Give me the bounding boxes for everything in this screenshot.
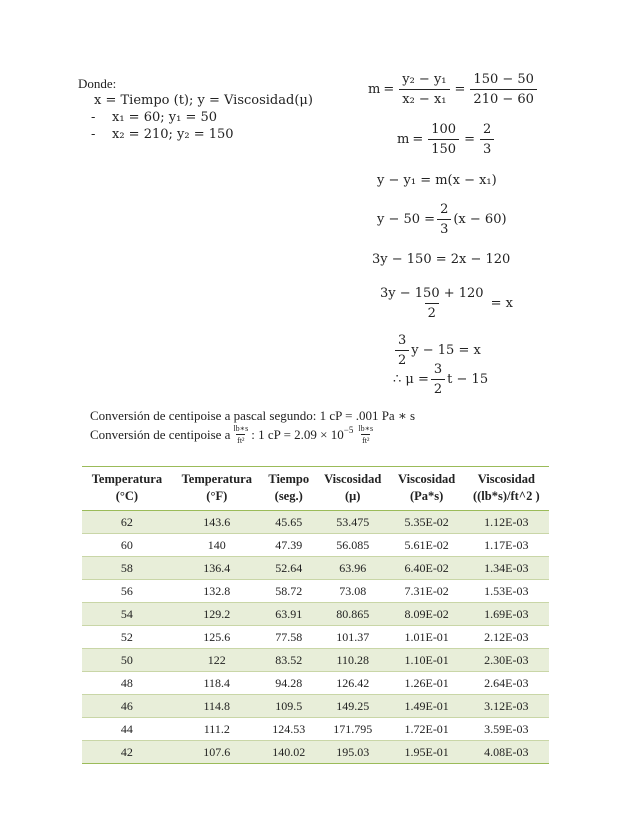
- point-two: x₂ = 210; y₂ = 150: [112, 127, 234, 142]
- table-row: [82, 649, 549, 672]
- slope-formula: [368, 72, 539, 107]
- cell-viscosity-mu: 73.08: [316, 580, 390, 603]
- cell-time: 47.39: [262, 534, 316, 557]
- table-row: [82, 511, 549, 534]
- unit-fraction: [357, 424, 374, 445]
- fraction-numerator: 100: [431, 122, 457, 137]
- cell-temp-f: 111.2: [172, 718, 262, 741]
- variable-definition: x = Tiempo (t); y = Viscosidad(μ): [94, 93, 313, 108]
- unit-numerator: lb∗s: [233, 424, 249, 433]
- conversion-prefix: Conversión de centipoise a: [90, 426, 231, 442]
- header-time: Tiempo (seg.): [262, 467, 316, 511]
- fraction-numerator: 150 − 50: [473, 72, 534, 87]
- final-viscosity-equation: [393, 362, 488, 397]
- table-row: [82, 534, 549, 557]
- cell-viscosity-pas: 1.72E-01: [390, 718, 464, 741]
- slope-symbol: m: [397, 132, 410, 147]
- equals-sign: =: [464, 132, 475, 147]
- cell-temp-c: 56: [82, 580, 172, 603]
- slope-final-fraction: [480, 122, 494, 157]
- multiplied-equation: 3y − 150 = 2x − 120: [372, 252, 511, 267]
- cell-viscosity-lbs: 1.69E-03: [464, 603, 549, 626]
- unit-fraction: [232, 424, 249, 445]
- cell-viscosity-lbs: 1.53E-03: [464, 580, 549, 603]
- cell-temp-f: 118.4: [172, 672, 262, 695]
- cell-viscosity-pas: 5.35E-02: [390, 511, 464, 534]
- cell-temp-c: 58: [82, 557, 172, 580]
- cell-temp-c: 62: [82, 511, 172, 534]
- solve-for-x-equation: [375, 286, 513, 321]
- table-row: [82, 672, 549, 695]
- fraction-numerator: 3y − 150 + 120: [380, 286, 484, 301]
- substituted-line-equation: [377, 202, 507, 237]
- fraction-numerator: 3: [398, 333, 407, 348]
- header-viscosity-pas: Viscosidad (Pa*s): [390, 467, 464, 511]
- cell-viscosity-pas: 8.09E-02: [390, 603, 464, 626]
- cell-time: 77.58: [262, 626, 316, 649]
- cell-time: 63.91: [262, 603, 316, 626]
- slope-substituted-fraction: [470, 72, 537, 107]
- cell-temp-c: 52: [82, 626, 172, 649]
- cell-viscosity-mu: 110.28: [316, 649, 390, 672]
- cell-viscosity-pas: 1.01E-01: [390, 626, 464, 649]
- cell-time: 94.28: [262, 672, 316, 695]
- fraction-denominator: 150: [428, 139, 459, 157]
- cell-temp-f: 122: [172, 649, 262, 672]
- fraction-denominator: 2: [425, 303, 439, 321]
- cell-viscosity-mu: 149.25: [316, 695, 390, 718]
- cell-viscosity-pas: 1.10E-01: [390, 649, 464, 672]
- cell-temp-f: 107.6: [172, 741, 262, 764]
- cell-temp-f: 140: [172, 534, 262, 557]
- table-row: [82, 557, 549, 580]
- fraction-denominator: 2: [395, 350, 409, 368]
- equals-sign: =: [412, 132, 424, 147]
- header-viscosity-lbs: Viscosidad ((lb*s)/ft^2 ): [464, 467, 549, 511]
- cell-viscosity-lbs: 4.08E-03: [464, 741, 549, 764]
- cell-temp-f: 125.6: [172, 626, 262, 649]
- cell-viscosity-lbs: 1.34E-03: [464, 557, 549, 580]
- cell-time: 45.65: [262, 511, 316, 534]
- table-row: [82, 695, 549, 718]
- bullet-dash: -: [91, 127, 96, 142]
- equation-right: y − 15 = x: [411, 343, 481, 358]
- cell-temp-f: 114.8: [172, 695, 262, 718]
- cell-viscosity-mu: 126.42: [316, 672, 390, 695]
- unit-denominator: ft²: [362, 436, 370, 445]
- cell-viscosity-lbs: 3.12E-03: [464, 695, 549, 718]
- fraction-denominator: 3: [437, 219, 451, 237]
- donde-label: Donde:: [78, 76, 117, 91]
- cell-viscosity-pas: 7.31E-02: [390, 580, 464, 603]
- cell-viscosity-mu: 63.96: [316, 557, 390, 580]
- unit-numerator: lb∗s: [358, 424, 374, 433]
- cell-viscosity-pas: 1.26E-01: [390, 672, 464, 695]
- cell-temp-f: 132.8: [172, 580, 262, 603]
- cell-temp-c: 42: [82, 741, 172, 764]
- bullet-dash: -: [91, 110, 96, 125]
- conversion-pascal: Conversión de centipoise a pascal segundo: 1 cP = .001 Pa ∗ s: [90, 408, 416, 423]
- therefore-right: t − 15: [447, 372, 489, 387]
- cell-time: 52.64: [262, 557, 316, 580]
- cell-temp-f: 143.6: [172, 511, 262, 534]
- fraction-numerator: y₂ − y₁: [402, 72, 447, 87]
- fraction-numerator: 3: [433, 362, 443, 377]
- equation-right: = x: [490, 296, 513, 311]
- conversion-exponent: −5: [343, 424, 354, 435]
- fraction-denominator: 210 − 60: [470, 89, 537, 107]
- cell-viscosity-lbs: 1.12E-03: [464, 511, 549, 534]
- cell-time: 83.52: [262, 649, 316, 672]
- cell-viscosity-lbs: 1.17E-03: [464, 534, 549, 557]
- cell-viscosity-pas: 1.49E-01: [390, 695, 464, 718]
- table-row: [82, 718, 549, 741]
- cell-viscosity-lbs: 2.64E-03: [464, 672, 549, 695]
- point-one: x₁ = 60; y₁ = 50: [112, 110, 218, 125]
- equals-sign: =: [454, 82, 466, 97]
- cell-viscosity-pas: 6.40E-02: [390, 557, 464, 580]
- cell-viscosity-mu: 101.37: [316, 626, 390, 649]
- cell-time: 124.53: [262, 718, 316, 741]
- header-viscosity-mu: Viscosidad (μ): [316, 467, 390, 511]
- cell-time: 109.5: [262, 695, 316, 718]
- fraction-numerator: 2: [440, 202, 449, 217]
- three-halves-fraction: [431, 362, 445, 397]
- cell-viscosity-pas: 1.95E-01: [390, 741, 464, 764]
- conversion-value: : 1 cP = 2.09 × 10: [251, 426, 344, 442]
- slope-reduced-fraction: [428, 122, 459, 157]
- equation-right: (x − 60): [453, 212, 507, 227]
- table-row: [82, 626, 549, 649]
- therefore-left: ∴ μ =: [393, 372, 429, 387]
- equals-sign: =: [383, 82, 395, 97]
- slope-generic-fraction: [399, 72, 449, 107]
- cell-viscosity-mu: 195.03: [316, 741, 390, 764]
- fraction-denominator: 2: [431, 379, 445, 397]
- unit-denominator: ft²: [237, 436, 245, 445]
- fraction-denominator: x₂ − x₁: [399, 89, 449, 107]
- cell-viscosity-mu: 80.865: [316, 603, 390, 626]
- table-row: [82, 741, 549, 764]
- conversion-imperial: [90, 424, 376, 445]
- cell-temp-c: 48: [82, 672, 172, 695]
- cell-viscosity-lbs: 2.12E-03: [464, 626, 549, 649]
- fraction-denominator: 3: [480, 139, 494, 157]
- cell-temp-c: 50: [82, 649, 172, 672]
- point-slope-equation: y − y₁ = m(x − x₁): [377, 173, 497, 188]
- cell-temp-f: 129.2: [172, 603, 262, 626]
- slope-symbol: m: [368, 82, 381, 97]
- solve-fraction: [377, 286, 487, 321]
- table-row: [82, 580, 549, 603]
- slope-value: [397, 122, 496, 157]
- cell-viscosity-mu: 56.085: [316, 534, 390, 557]
- fraction-numerator: 2: [482, 122, 492, 137]
- cell-viscosity-lbs: 2.30E-03: [464, 649, 549, 672]
- cell-viscosity-pas: 5.61E-02: [390, 534, 464, 557]
- cell-time: 140.02: [262, 741, 316, 764]
- cell-viscosity-mu: 53.475: [316, 511, 390, 534]
- cell-temp-c: 60: [82, 534, 172, 557]
- cell-temp-c: 46: [82, 695, 172, 718]
- cell-viscosity-mu: 171.795: [316, 718, 390, 741]
- cell-temp-f: 136.4: [172, 557, 262, 580]
- table-row: [82, 603, 549, 626]
- cell-temp-c: 54: [82, 603, 172, 626]
- cell-temp-c: 44: [82, 718, 172, 741]
- viscosity-table: [82, 466, 549, 764]
- cell-time: 58.72: [262, 580, 316, 603]
- two-thirds-fraction: [437, 202, 451, 237]
- header-temp-f: Temperatura (°F): [172, 467, 262, 511]
- header-temp-c: Temperatura (°C): [82, 467, 172, 511]
- table-header-row: [82, 467, 549, 511]
- equation-left: y − 50 =: [377, 212, 436, 227]
- cell-viscosity-lbs: 3.59E-03: [464, 718, 549, 741]
